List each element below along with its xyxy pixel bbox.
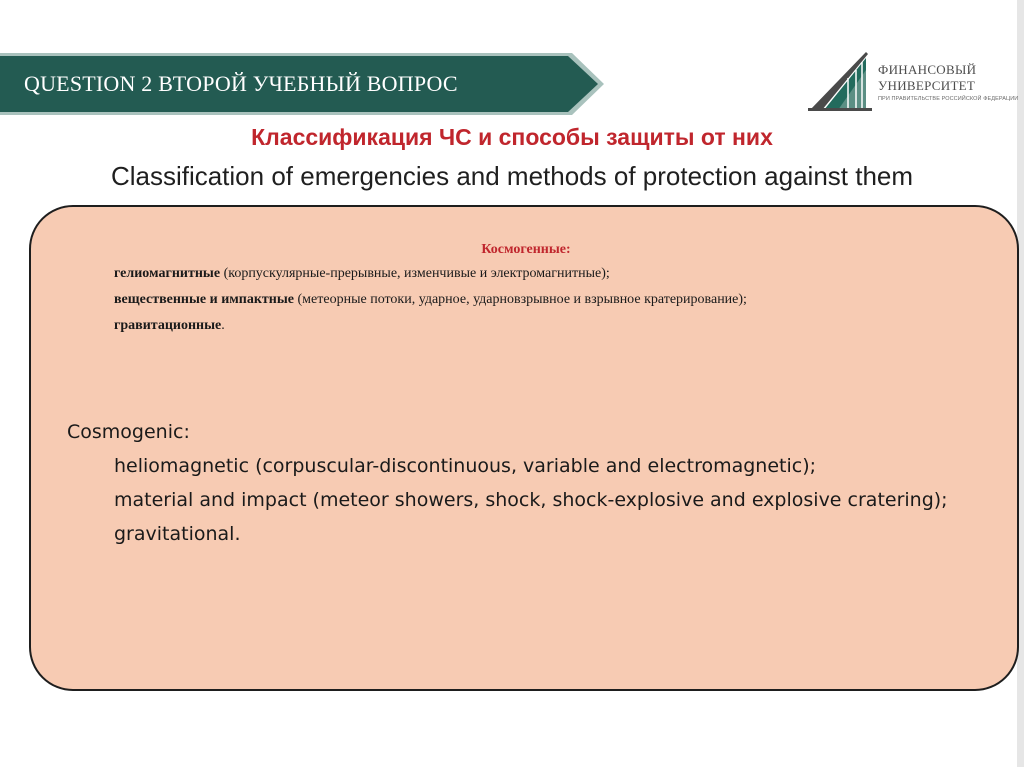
ru-item-text: . xyxy=(221,318,225,333)
slide-title-russian: Классификация ЧС и способы защиты от них xyxy=(251,124,773,150)
logo-text-line2: УНИВЕРСИТЕТ xyxy=(878,78,976,93)
en-heading: Cosmogenic: xyxy=(67,421,190,443)
en-item-heliomagnetic: heliomagnetic (corpuscular-discontinuous, variable and electromagnetic); xyxy=(114,455,817,477)
ru-item-term: гелиомагнитные xyxy=(114,266,221,281)
ru-heading: Космогенные: xyxy=(481,242,571,257)
ru-item-heliomagnetic xyxy=(67,265,985,282)
slide-title-english: Classification of emergencies and methods of protection against them xyxy=(110,161,914,191)
ru-item-gravitational xyxy=(67,317,985,334)
logo-subtitle: ПРИ ПРАВИТЕЛЬСТВЕ РОССИЙСКОЙ ФЕДЕРАЦИИ xyxy=(878,96,1019,102)
en-item-material: material and impact (meteor showers, shock, shock-explosive and explosive cratering); xyxy=(114,489,948,511)
banner-title: QUESTION 2 ВТОРОЙ УЧЕБНЫЙ ВОПРОС xyxy=(24,71,458,96)
logo-text-line1: ФИНАНСОВЫЙ xyxy=(878,62,977,77)
en-item-gravitational: gravitational. xyxy=(114,523,241,545)
ru-item-term: гравитационные xyxy=(114,318,222,333)
ru-item-material xyxy=(67,291,985,308)
question-banner xyxy=(0,53,606,115)
english-classification xyxy=(67,415,985,551)
content-panel xyxy=(29,205,1019,691)
ru-item-term: вещественные и импактные xyxy=(114,292,295,307)
russian-classification xyxy=(67,241,985,343)
ru-item-text: (корпускулярные-прерывные, изменчивые и электромагнитные); xyxy=(220,266,610,281)
ru-item-text: (метеорные потоки, ударное, ударновзрывное и взрывное кратерирование); xyxy=(294,292,747,307)
university-spire-logo-icon xyxy=(808,48,878,112)
university-logo xyxy=(808,48,1019,112)
